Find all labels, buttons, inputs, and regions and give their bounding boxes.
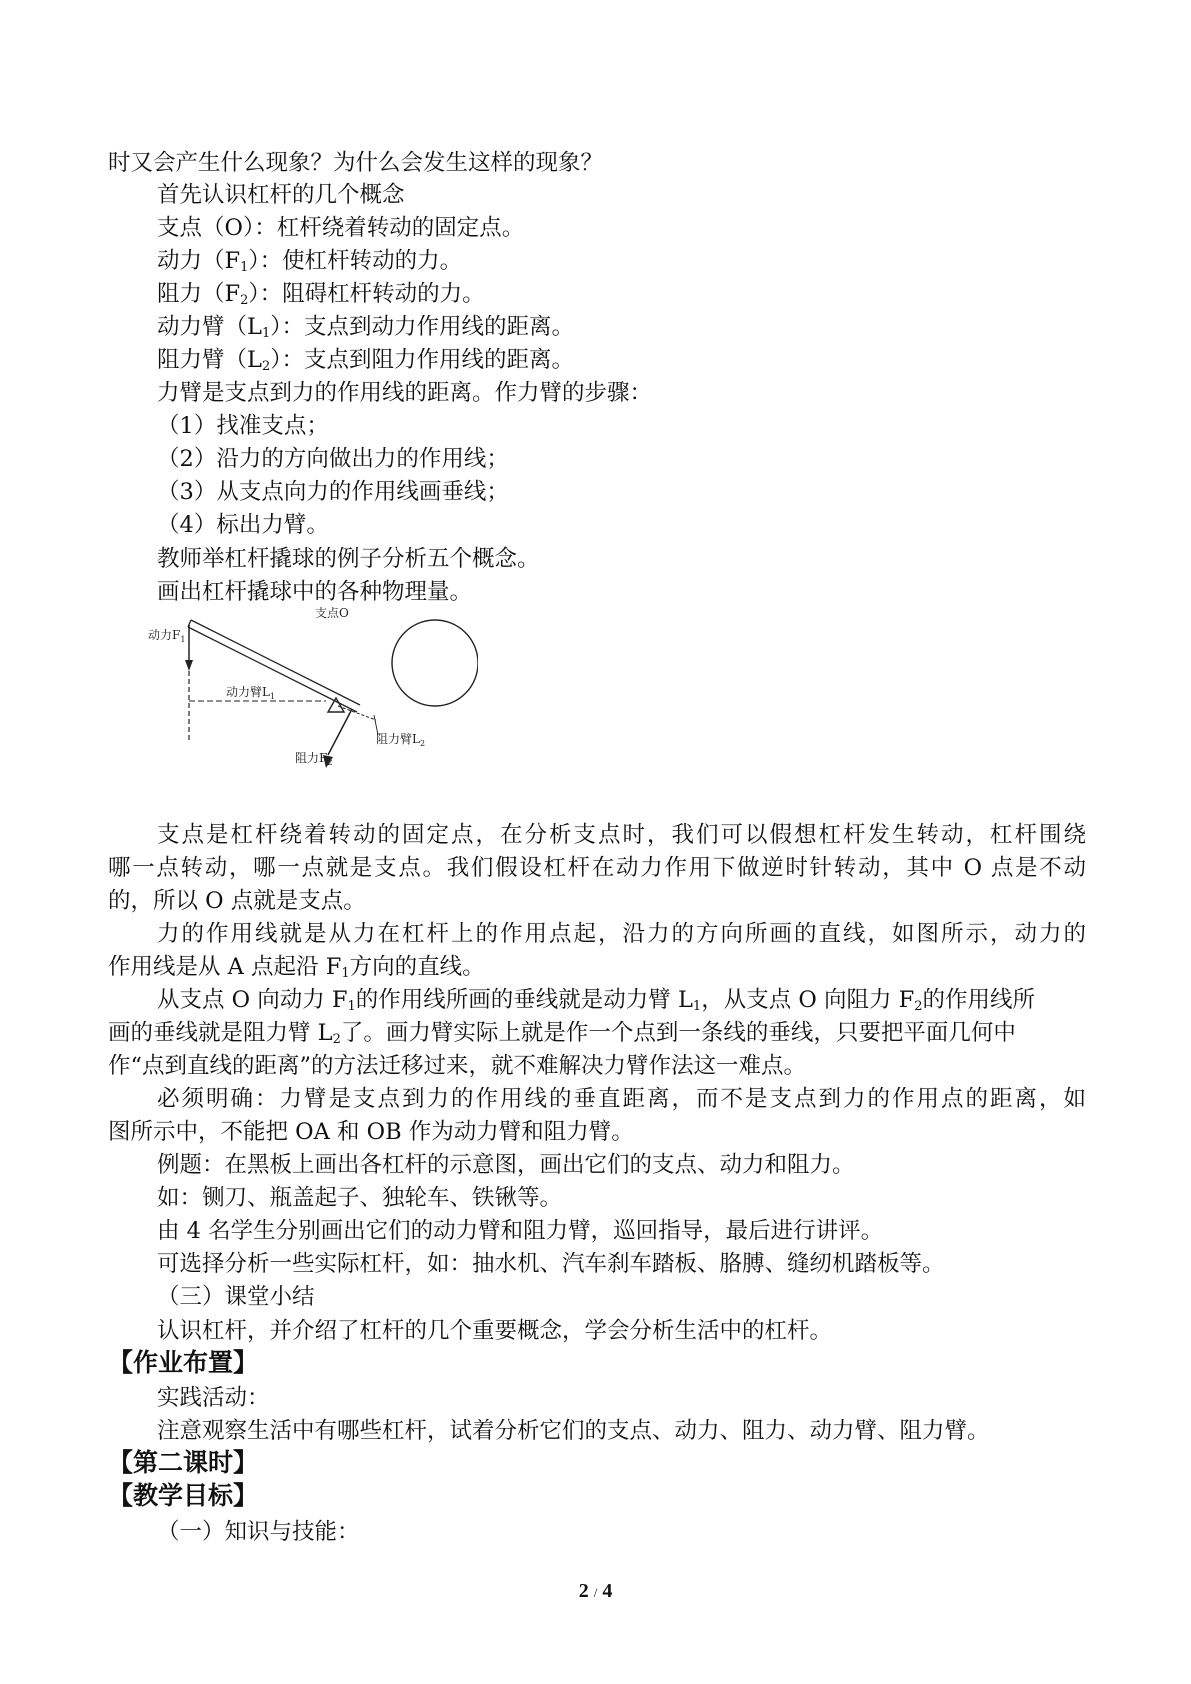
paragraph-line: （一）知识与技能：	[157, 1519, 360, 1545]
text-line: 阻力臂$(L_2)$：支点到阻力作用线的距离。	[157, 347, 574, 374]
text-line: 力臂是支点到力的作用线的距离。作力臂的步骤：	[157, 380, 653, 406]
label-f1: 动力$F_1$	[148, 628, 186, 644]
paragraph-line: 作“点到直线的距离”的方法迁移过来，就不难解决力臂作法这一难点。	[108, 1053, 807, 1079]
paragraph-line: 实践活动：	[157, 1385, 270, 1411]
paragraph-line: 例题：在黑板上画出各杠杆的示意图，画出它们的支点、动力和阻力。	[157, 1152, 855, 1178]
paragraph-line: 哪一点转动，哪一点就是支点。我们假设杠杆在动力作用下做逆时针转动，其中 O 点是不动	[108, 855, 1086, 881]
text-line: 动力臂$(L_1)$：支点到动力作用线的距离。	[157, 314, 574, 341]
paragraph-line: 可选择分析一些实际杠杆，如：抽水机、汽车刹车踏板、胳膊、缝纫机踏板等。	[157, 1251, 945, 1277]
paragraph-line: 注意观察生活中有哪些杠杆，试着分析它们的支点、动力、阻力、动力臂、阻力臂。	[157, 1418, 990, 1444]
paragraph-line: 力的作用线就是从力在杠杆上的作用点起，沿力的方向所画的直线，如图所示，动力的	[157, 921, 1086, 947]
label-l1: 动力臂$L_1$	[226, 685, 276, 701]
paragraph-line: 作用线是从 A 点起沿 $F_1$方向的直线。	[108, 954, 485, 981]
paragraph-line: 图所示中，不能把 OA 和 OB 作为动力臂和阻力臂。	[108, 1119, 634, 1145]
list-item: （3）从支点向力的作用线画垂线；	[157, 479, 509, 505]
paragraph-line: 的，所以 O 点就是支点。	[108, 888, 366, 914]
paragraph-line: 认识杠杆，并介绍了杠杆的几个重要概念，学会分析生活中的杠杆。	[157, 1318, 833, 1344]
section-heading: 【第二课时】	[108, 1448, 259, 1477]
text-line: 动力$(F_1)$：使杠杆转动的力。	[157, 248, 463, 275]
list-item: （1）找准支点；	[157, 413, 329, 439]
list-item: （2）沿力的方向做出力的作用线；	[157, 446, 509, 472]
paragraph-line: 必须明确：力臂是支点到力的作用线的垂直距离，而不是支点到力的作用点的距离，如	[157, 1086, 1086, 1112]
paragraph-line: （三）课堂小结	[157, 1284, 315, 1310]
section-heading: 【作业布置】	[108, 1348, 259, 1377]
paragraph-line: 支点是杠杆绕着转动的固定点，在分析支点时，我们可以假想杠杆发生转动，杠杆围绕	[157, 822, 1086, 848]
text-line: 时又会产生什么现象？为什么会发生这样的现象？	[108, 150, 604, 176]
list-item: （4）标出力臂。	[157, 512, 329, 538]
text-line: 教师举杠杆撬球的例子分析五个概念。	[157, 546, 540, 572]
paragraph-line: 由 4 名学生分别画出它们的动力臂和阻力臂，巡回指导，最后进行讲评。	[157, 1218, 884, 1244]
paragraph-line: 画的垂线就是阻力臂 $L_2$了。画力臂实际上就是作一个点到一条线的垂线，只要把平面几何中	[108, 1020, 1016, 1047]
text-line: 支点（O）：杠杆绕着转动的固定点。	[157, 215, 525, 241]
label-l2: 阻力臂$L_2$	[376, 732, 426, 748]
text-line: 首先认识杠杆的几个概念	[157, 182, 405, 208]
label-fulcrum: 支点O	[315, 606, 349, 620]
page-number: 2 / 4	[578, 1580, 613, 1602]
text-line: 画出杠杆撬球中的各种物理量。	[157, 579, 473, 605]
lever-diagram	[148, 605, 478, 795]
paragraph-line: 从支点 O 向动力 $F_1$的作用线所画的垂线就是动力臂 $L_1$，从支点 O 向阻力 $F_2$的作用线所	[157, 987, 1035, 1014]
text-line: 阻力$(F_2)$：阻碍杠杆转动的力。	[157, 281, 485, 308]
label-f2: 阻力$F_2$	[295, 751, 333, 767]
section-heading: 【教学目标】	[108, 1481, 259, 1510]
paragraph-line: 如：铡刀、瓶盖起子、独轮车、铁锹等。	[157, 1185, 563, 1211]
